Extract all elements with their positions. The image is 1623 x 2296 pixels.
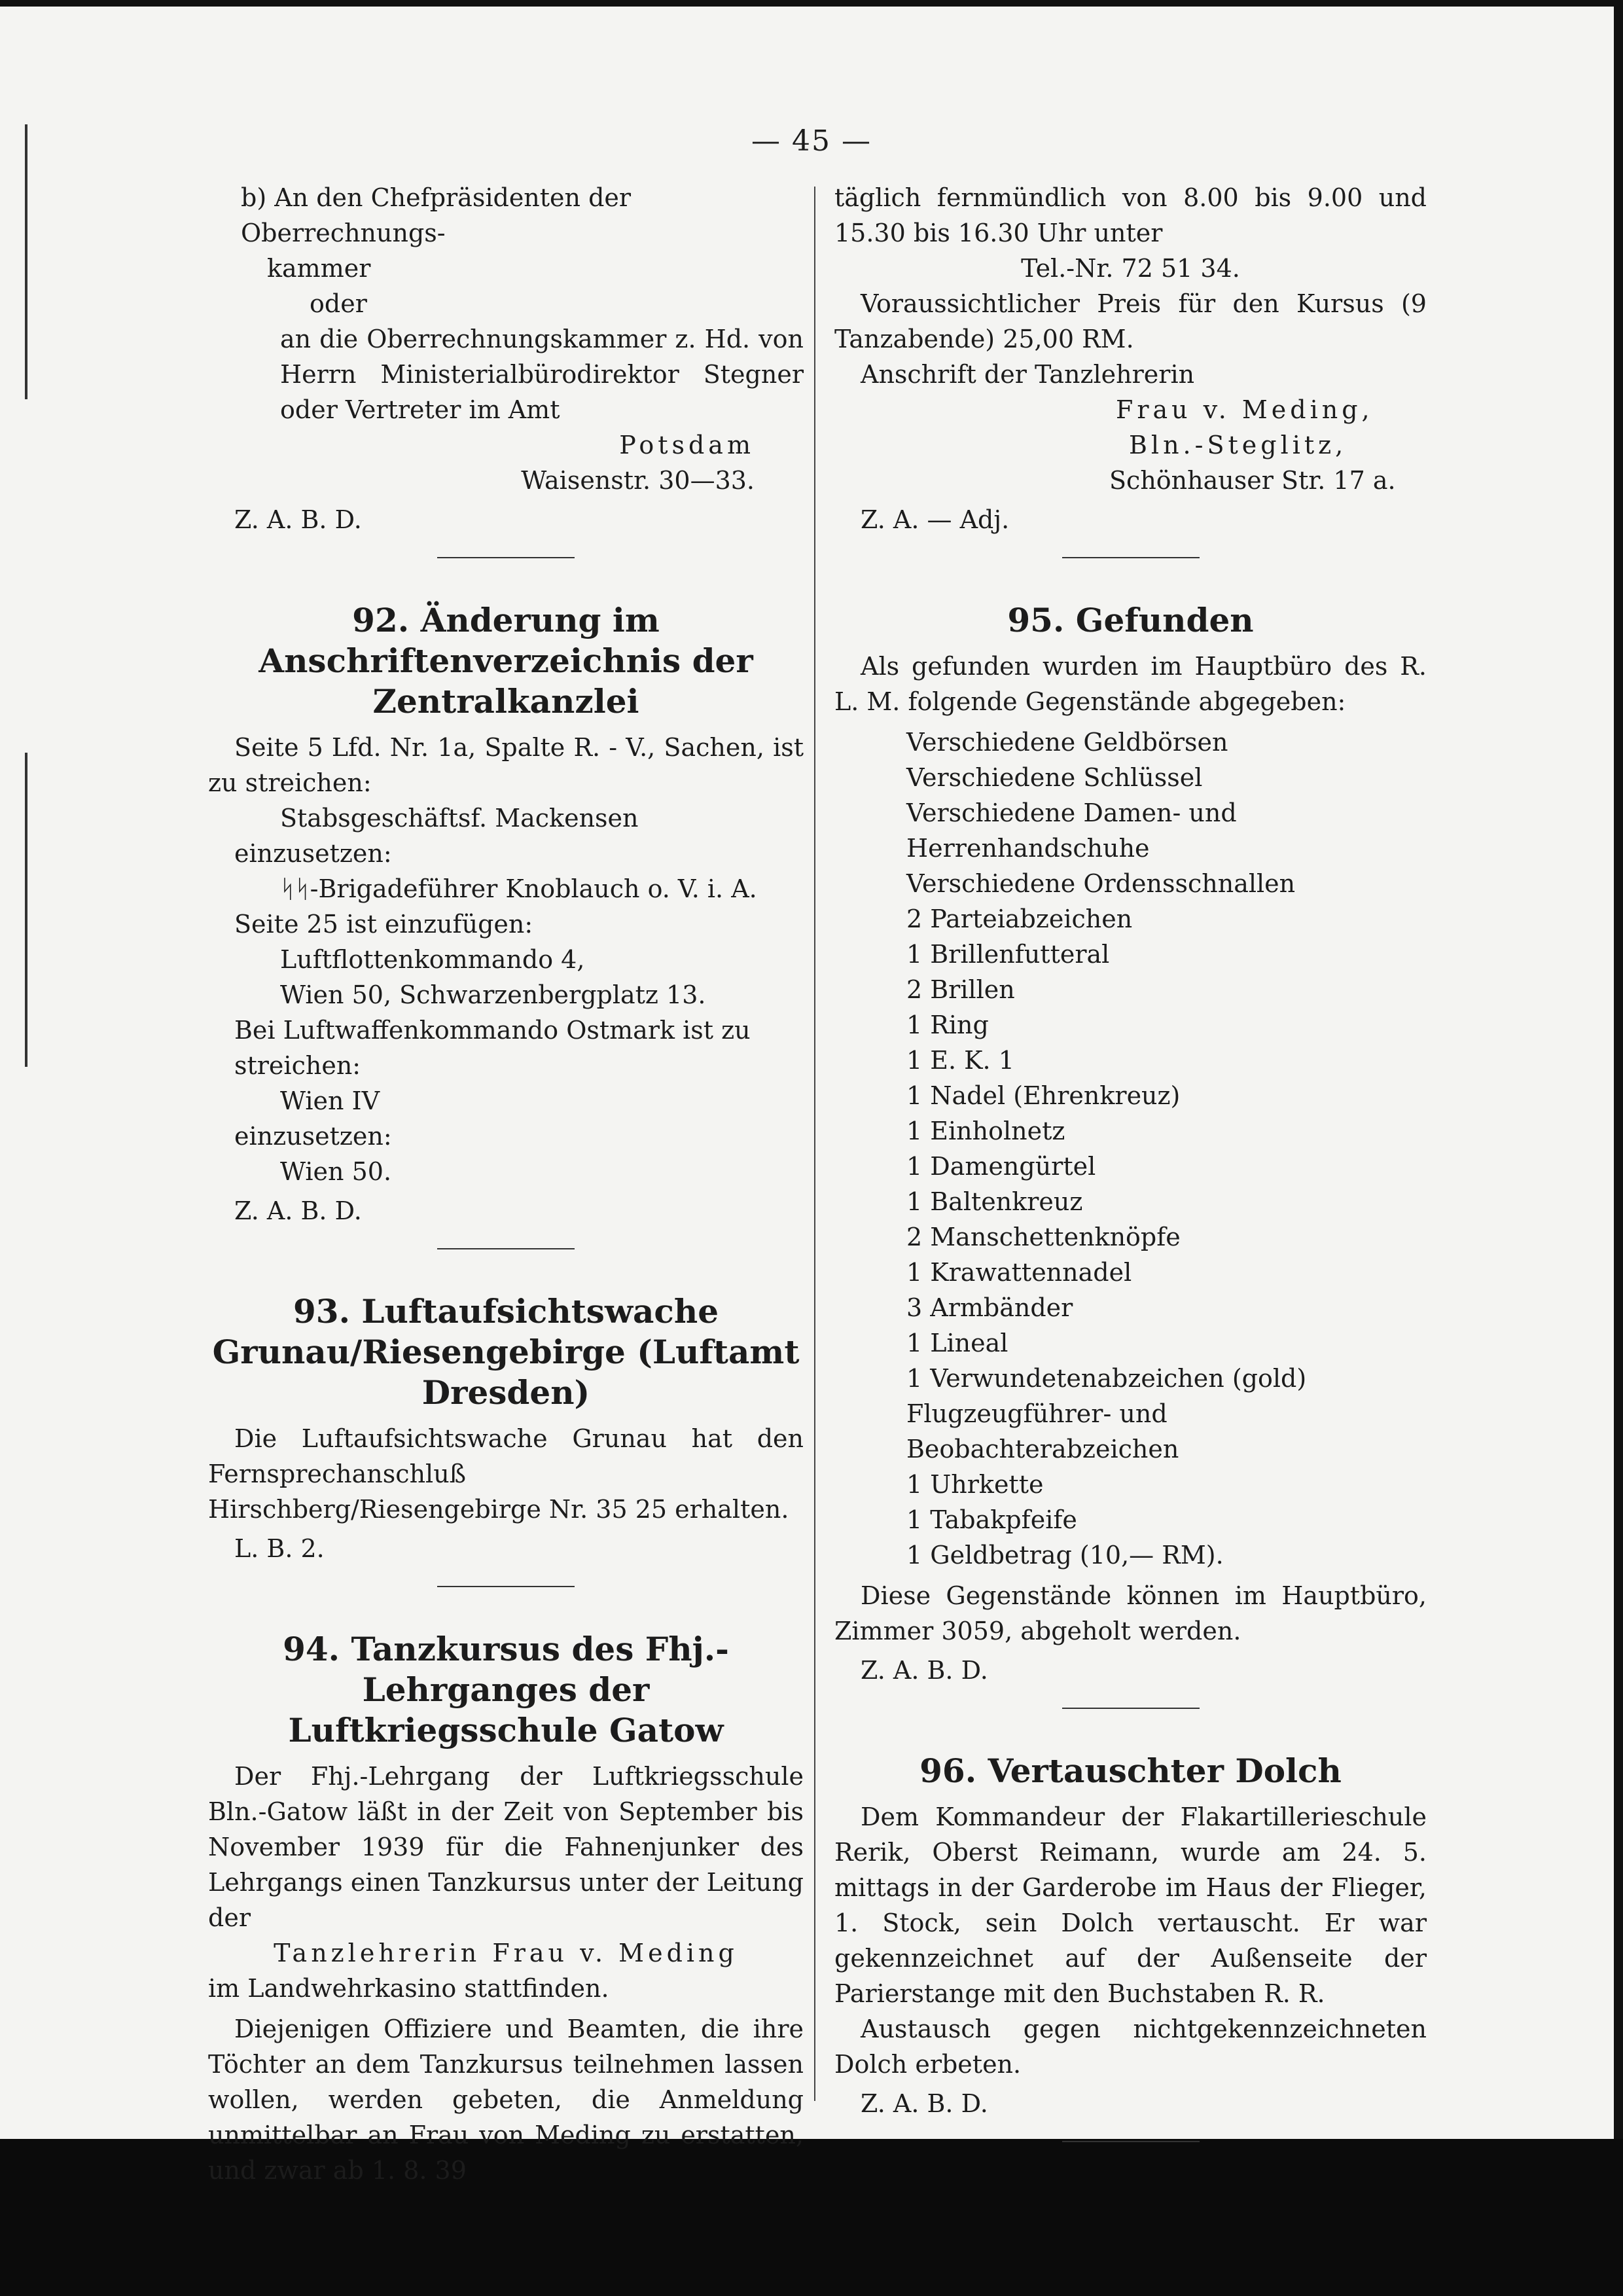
item-b-line1: b) An den Chefpräsidenten der Oberrechnungs- [241, 183, 632, 247]
section-94-cont-p1: täglich fernmündlich von 8.00 bis 9.00 und 15.30 bis 16.30 Uhr unter [834, 183, 1427, 247]
right-column [834, 180, 1427, 2142]
section-93 [208, 1291, 804, 1566]
section-94-cont-p2: Voraussichtlicher Preis für den Kursus (9 Tanzabende) 25,00 RM. [834, 289, 1427, 353]
item-b-code: Z. A. B. D. [234, 505, 362, 534]
separator [437, 1248, 575, 1249]
section-92-p3-entry2: Wien 50, Schwarzenbergplatz 13. [280, 980, 706, 1009]
section-94 [208, 1629, 804, 2188]
found-item: 1 Krawattennadel [906, 1258, 1132, 1287]
section-94-tel: Tel.-Nr. 72 51 34. [1021, 254, 1240, 283]
section-95-code: Z. A. B. D. [861, 1656, 988, 1685]
separator [437, 557, 575, 558]
found-item: Verschiedene Damen- und Herrenhandschuhe [906, 798, 1237, 863]
found-item: 3 Armbänder [906, 1293, 1073, 1322]
item-b-line2: kammer [267, 254, 371, 283]
found-item: 1 E. K. 1 [906, 1046, 1014, 1075]
margin-mark [25, 124, 27, 399]
section-92-p4-entry: Wien IV [280, 1086, 380, 1115]
section-95-p1: Als gefunden wurden im Hauptbüro des R. L. M. folgende Gegenstände abgegeben: [834, 652, 1427, 716]
section-92-title: 92. Änderung im Anschriftenverzeichnis der Zentralkanzlei [259, 601, 753, 721]
found-item: Verschiedene Ordensschnallen [906, 869, 1296, 898]
found-item: 1 Einholnetz [906, 1117, 1065, 1145]
separator [437, 1586, 575, 1587]
section-92-p1-entry: Stabsgeschäftsf. Mackensen [280, 804, 639, 833]
section-95-p2: Diese Gegenstände können im Hauptbüro, Zimmer 3059, abgeholt werden. [834, 1581, 1427, 1645]
found-item: 2 Manschettenknöpfe [906, 1223, 1181, 1251]
found-item: 1 Lineal [906, 1329, 1008, 1357]
section-94-continued [834, 180, 1427, 537]
section-96-p2: Austausch gegen nichtgekennzeichneten Dolch erbeten. [834, 2015, 1427, 2079]
section-93-code: L. B. 2. [234, 1534, 325, 1563]
found-item: 2 Parteiabzeichen [906, 905, 1133, 933]
section-96-p1: Dem Kommandeur der Flakartillerieschule Rerik, Oberst Reimann, wurde am 24. 5. mittags in der Garderobe im Haus der Flieger, 1. Stock, sein Dolch vertauscht. Er war gekennzeichnet auf der Außenseite der Parierstange mit den Buchstaben R. R. [834, 1803, 1427, 2008]
section-92-p3: Seite 25 ist einzufügen: [234, 910, 533, 939]
section-96-title: 96. Vertauschter Dolch [919, 1751, 1342, 1790]
scan-edge-right [1614, 0, 1623, 2296]
found-item: 1 Geldbetrag (10,— RM). [906, 1541, 1224, 1570]
section-93-p1: Die Luftaufsichtswache Grunau hat den Fernsprechanschluß Hirschberg/Riesengebirge Nr. 35 25 erhalten. [208, 1424, 804, 1524]
page-number: — 45 — [751, 124, 872, 158]
section-94-p2: Diejenigen Offiziere und Beamten, die ihre Töchter an dem Tanzkursus teilnehmen lassen wollen, werden gebeten, die Anmeldung unmittelbar an Frau von Meding zu erstatten, und zwar ab 1. 8. 39 [208, 2015, 804, 2185]
left-column [208, 180, 804, 2188]
found-item: 1 Brillenfutteral [906, 940, 1110, 969]
section-96-code: Z. A. B. D. [861, 2089, 988, 2118]
section-92 [208, 600, 804, 1229]
found-item: 1 Tabakpfeife [906, 1505, 1077, 1534]
margin-mark [25, 753, 27, 1067]
section-92-p5-entry: Wien 50. [280, 1157, 392, 1186]
column-rule [814, 187, 815, 2101]
section-92-p5: einzusetzen: [234, 1122, 392, 1151]
section-96 [834, 1751, 1427, 2121]
separator [1062, 2141, 1200, 2142]
section-92-p4: Bei Luftwaffenkommando Ostmark ist zu streichen: [234, 1016, 751, 1080]
separator [1062, 1708, 1200, 1709]
found-item: 1 Baltenkreuz [906, 1187, 1083, 1216]
separator [1062, 557, 1200, 558]
section-94-cont-p3: Anschrift der Tanzlehrerin [861, 360, 1195, 389]
found-item: 1 Verwundetenabzeichen (gold) [906, 1364, 1307, 1393]
found-item: Verschiedene Schlüssel [906, 763, 1203, 792]
found-item: 1 Damengürtel [906, 1152, 1096, 1181]
section-94-teacher: Tanzlehrerin Frau v. Meding [274, 1939, 738, 1967]
found-item: 1 Nadel (Ehrenkreuz) [906, 1081, 1181, 1110]
section-92-p2: einzusetzen: [234, 839, 392, 868]
found-item: 2 Brillen [906, 975, 1015, 1004]
section-93-title: 93. Luftaufsichtswache Grunau/Riesengebirge (Luftamt Dresden) [212, 1292, 800, 1412]
item-b-street: Waisenstr. 30—33. [521, 466, 755, 495]
found-item: 1 Ring [906, 1011, 989, 1039]
section-94-p1: Der Fhj.-Lehrgang der Luftkriegsschule Bln.-Gatow läßt in der Zeit von September bis November 1939 für die Fahnenjunker des Lehrgangs einen Tanzkursus unter der Leitung der [208, 1762, 804, 1932]
section-94-addr3: Schönhauser Str. 17 a. [1109, 466, 1396, 495]
found-item: 1 Uhrkette [906, 1470, 1044, 1499]
section-95 [834, 600, 1427, 1688]
section-94-addr1: Frau v. Meding, [1116, 395, 1374, 424]
item-b [208, 180, 804, 537]
item-b-oder: oder [310, 289, 367, 318]
section-94-code: Z. A. — Adj. [861, 505, 1010, 534]
section-92-p1: Seite 5 Lfd. Nr. 1a, Spalte R. - V., Sachen, ist zu streichen: [208, 733, 804, 797]
item-b-city: Potsdam [619, 431, 755, 459]
section-95-title: 95. Gefunden [1007, 601, 1254, 639]
found-item: Flugzeugführer- und Beobachterabzeichen [906, 1399, 1179, 1463]
section-92-p2-entry: ᛋᛋ-Brigadeführer Knoblauch o. V. i. A. [280, 874, 757, 903]
item-b-line3: an die Oberrechnungskammer z. Hd. von Herrn Ministerialbürodirektor Stegner oder Vertreter im Amt [280, 325, 804, 424]
scan-edge-top [0, 0, 1623, 7]
section-94-p1-end: im Landwehrkasino stattfinden. [208, 1974, 609, 2003]
found-items-list [834, 725, 1427, 1573]
section-92-p3-entry1: Luftflottenkommando 4, [280, 945, 585, 974]
section-94-addr2: Bln.-Steglitz, [1129, 431, 1347, 459]
found-item: Verschiedene Geldbörsen [906, 728, 1228, 757]
section-92-code: Z. A. B. D. [234, 1196, 362, 1225]
section-94-title: 94. Tanzkursus des Fhj.-Lehrganges der Luftkriegsschule Gatow [283, 1630, 729, 1749]
